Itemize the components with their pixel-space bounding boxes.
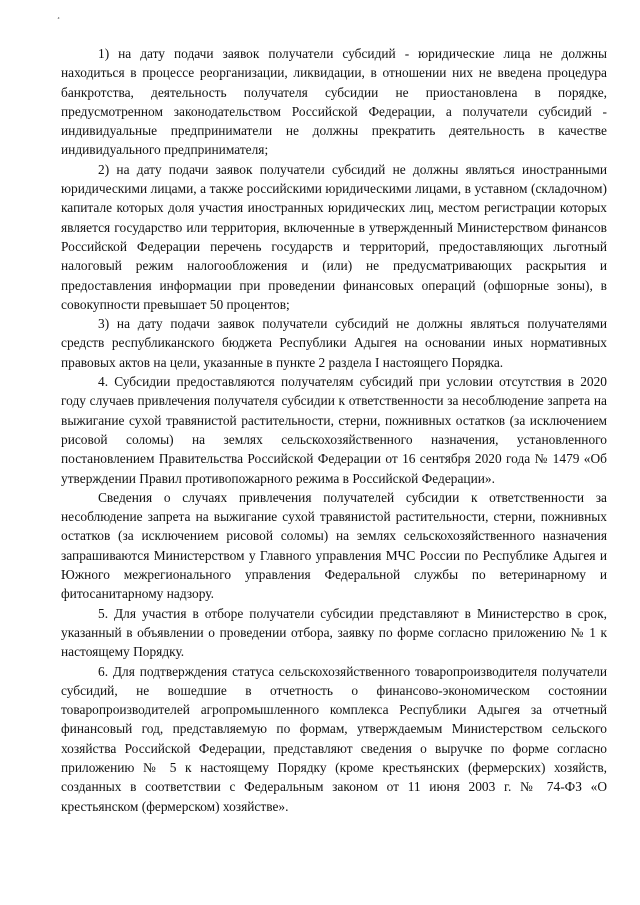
document-body <box>61 44 607 816</box>
paragraph-item-3: 3) на дату подачи заявок получатели субсидий не должны являться получателями средств республиканского бюджета Республики Адыгея на основании иных нормативных правовых актов на цели, указанные в пункте 2 раздела I настоящего Порядка. <box>61 316 607 370</box>
paragraph-item-6: 6. Для подтверждения статуса сельскохозяйственного товаропроизводителя получатели субсидий, не вошедшие в отчетность о финансово-экономическом состоянии товаропроизводителей агропромышленного комплекса Республики Адыгея за отчетный финансовый год, представляемую по формам, утверждаемым Министерством сельского хозяйства Российской Федерации, представляют сведения о выручке по форме согласно приложению № 5 к настоящему Порядку (кроме крестьянских (фермерских) хозяйств, созданных в соответствии с Федеральным законом от 11 июня 2003 г. № 74-ФЗ «О крестьянском (фермерском) хозяйстве». <box>61 663 607 814</box>
paragraph-item-5: 5. Для участия в отборе получатели субсидии представляют в Министерство в срок, указанный в объявлении о проведении отбора, заявку по форме согласно приложению № 1 к настоящему Порядку. <box>61 605 607 660</box>
paragraph-item-2: 2) на дату подачи заявок получатели субсидий не должны являться иностранными юридическими лицами, а также российскими юридическими лицами, в уставном (складочном) капитале которых доля участия иностранных юридических лиц, местом регистрации которых является государство или территория, включенные в утвержденный Министерством финансов Российской Федерации перечень государств и территорий, предоставляющих льготный налоговый режим налогообложения и (или) не предусматривающих раскрытия и предоставления информации при проведении финансовых операций (офшорные зоны), в совокупности превышает 50 процентов; <box>61 161 607 312</box>
paragraph-item-1: 1) на дату подачи заявок получатели субсидий - юридические лица не должны находиться в процессе реорганизации, ликвидации, в отношении них не введена процедура банкротства, деятельность получателя субсидии не приостановлена в порядке, предусмотренном законодательством Российской Федерации, а получатели субсидий - индивидуальные предприниматели не должны прекратить деятельность в качестве индивидуального предпринимателя; <box>61 46 607 158</box>
scan-mark: ¸ <box>57 9 60 19</box>
paragraph-item-info: Сведения о случаях привлечения получателей субсидии к ответственности за несоблюдение запрета на выжигание сухой травянистой растительности, стерни, пожнивных остатков (за исключением рисовой соломы) на землях сельскохозяйственного назначения запрашиваются Министерством у Главного управления МЧС России по Республике Адыгея и Южного межрегионального управления Федеральной службы по ветеринарному и фитосанитарному надзору. <box>61 489 607 602</box>
paragraph-item-4: 4. Субсидии предоставляются получателям субсидий при условии отсутствия в 2020 году случаев привлечения получателя субсидии к ответственности за несоблюдение запрета на выжигание сухой травянистой растительности, стерни, пожнивных остатков (за исключением рисовой соломы) на землях сельскохозяйственного назначения, установленного постановлением Правительства Российской Федерации от 16 сентября 2020 года № 1479 «Об утверждении Правил противопожарного режима в Российской Федерации». <box>61 374 607 486</box>
